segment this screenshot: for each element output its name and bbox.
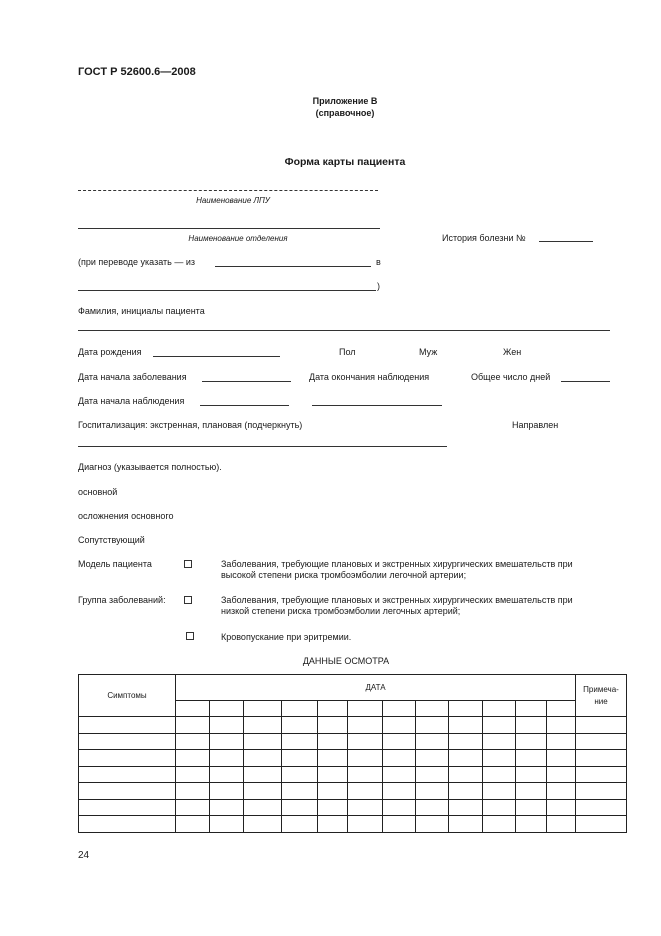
observation-cell[interactable] <box>348 783 383 800</box>
observation-cell[interactable] <box>547 750 576 767</box>
observation-cell[interactable] <box>318 816 348 833</box>
observation-cell[interactable] <box>348 766 383 783</box>
symptom-cell[interactable] <box>79 799 176 816</box>
observation-cell[interactable] <box>516 717 547 734</box>
observation-cell[interactable] <box>416 783 449 800</box>
disease-group-checkbox-2[interactable] <box>186 632 194 640</box>
transfer-in-label: в <box>376 257 381 267</box>
patient-name-label: Фамилия, инициалы пациента <box>78 306 205 316</box>
observation-cell[interactable] <box>282 766 318 783</box>
observation-cell[interactable] <box>516 766 547 783</box>
observation-cell[interactable] <box>449 783 483 800</box>
hospitalization-line[interactable] <box>78 446 447 447</box>
diagnosis-concomitant-label: Сопутствующий <box>78 535 145 545</box>
observation-cell[interactable] <box>318 799 348 816</box>
observation-cell[interactable] <box>449 750 483 767</box>
table-row <box>79 816 627 833</box>
date-cell[interactable] <box>383 701 416 717</box>
observation-cell[interactable] <box>348 750 383 767</box>
date-cell[interactable] <box>210 701 244 717</box>
observation-cell[interactable] <box>348 733 383 750</box>
onset-date-label: Дата начала заболевания <box>78 372 187 382</box>
table-row <box>79 750 627 767</box>
hospitalization-label: Госпитализация: экстренная, плановая (подчеркнуть) <box>78 420 303 430</box>
table-row <box>79 733 627 750</box>
observation-cell[interactable] <box>210 816 244 833</box>
observation-cell[interactable] <box>210 750 244 767</box>
observation-cell[interactable] <box>547 816 576 833</box>
date-cell[interactable] <box>483 701 516 717</box>
patient-name-line[interactable] <box>78 330 610 331</box>
observation-cell[interactable] <box>318 783 348 800</box>
symptom-cell[interactable] <box>79 816 176 833</box>
notes-cell[interactable] <box>576 766 627 783</box>
observation-cell[interactable] <box>210 783 244 800</box>
diagnosis-complications-label: осложнения основного <box>78 511 174 521</box>
observation-cell[interactable] <box>282 799 318 816</box>
observation-end-label: Дата окончания наблюдения <box>309 372 430 382</box>
observation-cell[interactable] <box>176 766 210 783</box>
observation-cell[interactable] <box>210 799 244 816</box>
observation-cell[interactable] <box>210 766 244 783</box>
observation-cell[interactable] <box>244 783 282 800</box>
page-number: 24 <box>78 850 90 861</box>
observation-cell[interactable] <box>282 783 318 800</box>
observation-cell[interactable] <box>318 733 348 750</box>
observation-cell[interactable] <box>282 750 318 767</box>
observation-cell[interactable] <box>244 766 282 783</box>
notes-cell[interactable] <box>576 799 627 816</box>
table-row <box>79 783 627 800</box>
observation-cell[interactable] <box>282 733 318 750</box>
sex-label: Пол <box>339 347 356 357</box>
observation-cell[interactable] <box>244 750 282 767</box>
observation-cell[interactable] <box>449 816 483 833</box>
observation-cell[interactable] <box>416 816 449 833</box>
observation-cell[interactable] <box>483 799 516 816</box>
symptoms-header: Симптомы <box>79 675 176 717</box>
observation-cell[interactable] <box>547 733 576 750</box>
observation-cell[interactable] <box>516 733 547 750</box>
observation-cell[interactable] <box>383 799 416 816</box>
observation-cell[interactable] <box>416 766 449 783</box>
observation-cell[interactable] <box>348 816 383 833</box>
observation-cell[interactable] <box>483 783 516 800</box>
symptom-cell[interactable] <box>79 750 176 767</box>
symptom-cell[interactable] <box>79 733 176 750</box>
department-line[interactable] <box>78 228 380 229</box>
observation-cell[interactable] <box>547 766 576 783</box>
observation-cell[interactable] <box>516 816 547 833</box>
observation-cell[interactable] <box>449 766 483 783</box>
date-cell[interactable] <box>176 701 210 717</box>
standard-number: ГОСТ Р 52600.6—2008 <box>78 66 196 78</box>
observation-cell[interactable] <box>547 799 576 816</box>
observation-cell[interactable] <box>383 816 416 833</box>
observation-cell[interactable] <box>244 733 282 750</box>
date-cell[interactable] <box>244 701 282 717</box>
observation-cell[interactable] <box>210 717 244 734</box>
date-cell[interactable] <box>416 701 449 717</box>
transfer-to-line[interactable] <box>78 290 376 291</box>
disease-group-option2: Кровопускание при эритремии. <box>221 632 352 642</box>
diagnosis-primary-label: основной <box>78 487 118 497</box>
observation-cell[interactable] <box>547 783 576 800</box>
observation-cell[interactable] <box>383 733 416 750</box>
observation-cell[interactable] <box>416 717 449 734</box>
disease-group-label: Группа заболеваний: <box>78 595 166 605</box>
notes-cell[interactable] <box>576 733 627 750</box>
case-history-label: История болезни № <box>442 233 526 243</box>
referred-label: Направлен <box>512 420 559 430</box>
observation-cell[interactable] <box>176 733 210 750</box>
date-cell[interactable] <box>282 701 318 717</box>
disease-group-checkbox-1[interactable] <box>184 596 192 604</box>
observation-cell[interactable] <box>449 733 483 750</box>
sex-male[interactable]: Муж <box>419 347 438 357</box>
observation-cell[interactable] <box>176 799 210 816</box>
date-cell[interactable] <box>318 701 348 717</box>
observation-end-line[interactable] <box>312 405 442 406</box>
notes-cell[interactable] <box>576 717 627 734</box>
date-cell[interactable] <box>547 701 576 717</box>
exam-table <box>78 674 627 833</box>
observation-cell[interactable] <box>516 750 547 767</box>
observation-cell[interactable] <box>176 750 210 767</box>
patient-model-option-line1: Заболевания, требующие плановых и экстренных хирургических вмешательств при <box>221 559 573 569</box>
total-days-label: Общее число дней <box>471 372 551 382</box>
observation-cell[interactable] <box>483 717 516 734</box>
notes-cell[interactable] <box>576 816 627 833</box>
date-cell[interactable] <box>449 701 483 717</box>
observation-cell[interactable] <box>547 717 576 734</box>
symptom-cell[interactable] <box>79 783 176 800</box>
observation-start-label: Дата начала наблюдения <box>78 396 185 406</box>
observation-cell[interactable] <box>383 717 416 734</box>
symptom-cell[interactable] <box>79 766 176 783</box>
sex-female[interactable]: Жен <box>503 347 522 357</box>
observation-cell[interactable] <box>282 717 318 734</box>
observation-cell[interactable] <box>483 733 516 750</box>
disease-group-option1-line2: низкой степени риска тромбоэмболии легочных артерий; <box>221 606 461 616</box>
patient-model-checkbox[interactable] <box>184 560 192 568</box>
observation-cell[interactable] <box>449 799 483 816</box>
disease-group-option1-line1: Заболевания, требующие плановых и экстренных хирургических вмешательств при <box>221 595 573 605</box>
case-history-line[interactable] <box>539 241 593 242</box>
observation-cell[interactable] <box>483 816 516 833</box>
date-cell[interactable] <box>348 701 383 717</box>
form-title: Форма карты пациента <box>284 156 406 168</box>
exam-title: ДАННЫЕ ОСМОТРА <box>302 656 390 666</box>
observation-cell[interactable] <box>383 766 416 783</box>
notes-cell[interactable] <box>576 783 627 800</box>
patient-model-label: Модель пациента <box>78 559 152 569</box>
appendix-title: Приложение В <box>312 96 378 106</box>
symptom-cell[interactable] <box>79 717 176 734</box>
observation-cell[interactable] <box>210 733 244 750</box>
diagnosis-label: Диагноз (указывается полностью). <box>78 462 222 472</box>
observation-cell[interactable] <box>176 816 210 833</box>
department-caption: Наименование отделения <box>188 234 288 243</box>
observation-start-line[interactable] <box>200 405 289 406</box>
table-row <box>79 799 627 816</box>
observation-cell[interactable] <box>318 750 348 767</box>
observation-cell[interactable] <box>348 799 383 816</box>
observation-cell[interactable] <box>416 799 449 816</box>
observation-cell[interactable] <box>348 717 383 734</box>
patient-model-option-line2: высокой степени риска тромбоэмболии легочной артерии; <box>221 570 467 580</box>
birth-date-label: Дата рождения <box>78 347 142 357</box>
transfer-label: (при переводе указать — из <box>78 257 195 267</box>
observation-cell[interactable] <box>318 717 348 734</box>
observation-cell[interactable] <box>318 766 348 783</box>
observation-cell[interactable] <box>244 816 282 833</box>
observation-cell[interactable] <box>483 766 516 783</box>
lpu-caption: Наименование ЛПУ <box>196 196 270 205</box>
birth-date-line[interactable] <box>153 356 280 357</box>
observation-cell[interactable] <box>282 816 318 833</box>
table-row <box>79 717 627 734</box>
transfer-from-line[interactable] <box>215 266 371 267</box>
observation-cell[interactable] <box>416 750 449 767</box>
table-row <box>79 766 627 783</box>
lpu-line[interactable] <box>78 190 378 191</box>
observation-cell[interactable] <box>416 733 449 750</box>
observation-cell[interactable] <box>516 783 547 800</box>
observation-cell[interactable] <box>176 783 210 800</box>
total-days-line[interactable] <box>561 381 610 382</box>
date-cell[interactable] <box>516 701 547 717</box>
observation-cell[interactable] <box>383 783 416 800</box>
observation-cell[interactable] <box>449 717 483 734</box>
notes-cell[interactable] <box>576 750 627 767</box>
observation-cell[interactable] <box>383 750 416 767</box>
onset-date-line[interactable] <box>202 381 291 382</box>
observation-cell[interactable] <box>244 799 282 816</box>
notes-header: Примеча- ние <box>576 675 627 717</box>
observation-cell[interactable] <box>244 717 282 734</box>
observation-cell[interactable] <box>483 750 516 767</box>
observation-cell[interactable] <box>516 799 547 816</box>
date-header: ДАТА <box>176 675 576 701</box>
appendix-note: (справочное) <box>315 108 375 118</box>
observation-cell[interactable] <box>176 717 210 734</box>
transfer-close: ) <box>377 281 380 291</box>
